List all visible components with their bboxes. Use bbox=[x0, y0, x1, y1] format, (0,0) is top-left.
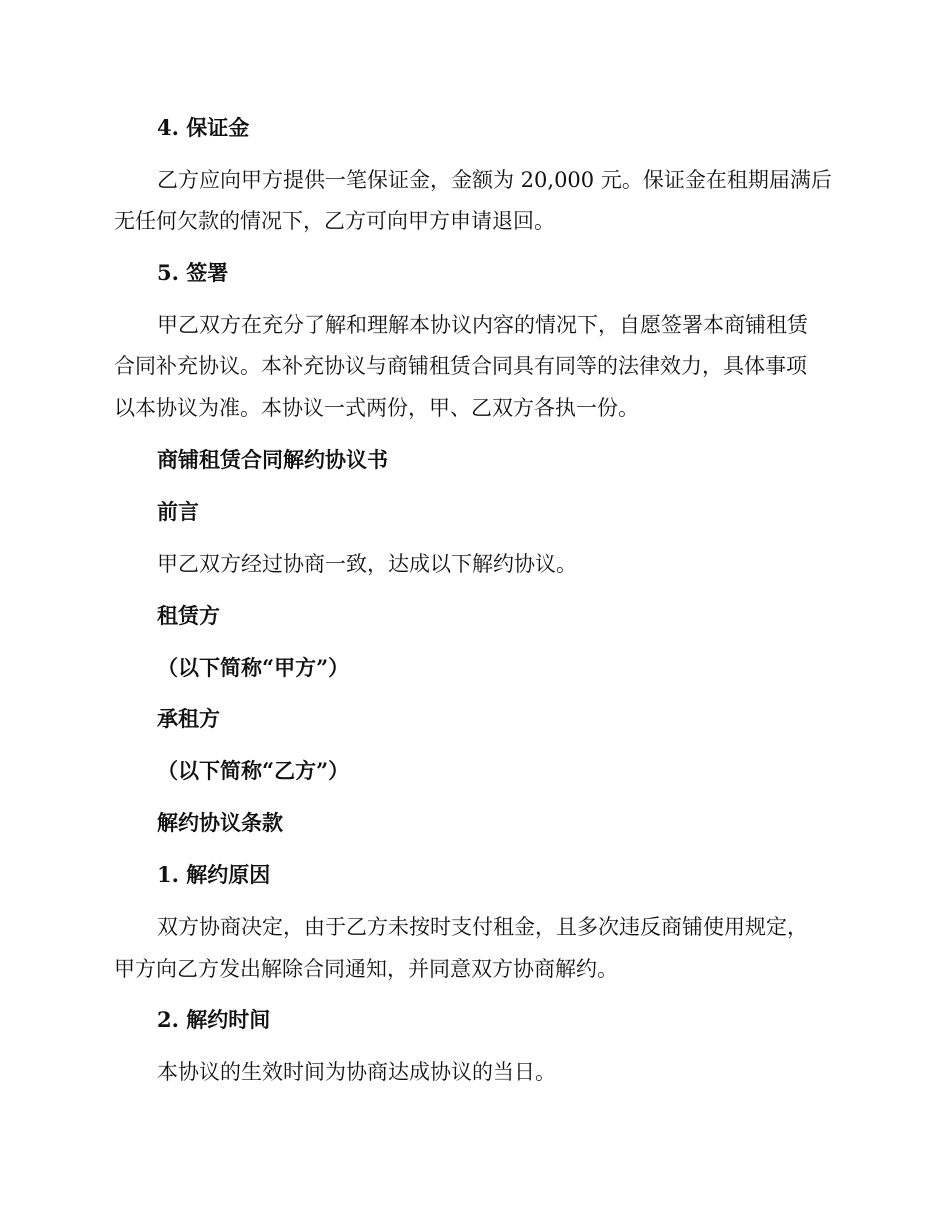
section-5-heading: 5. 签署 bbox=[157, 260, 229, 285]
paragraph-line: 甲方向乙方发出解除合同通知，并同意双方协商解约。 bbox=[114, 957, 618, 981]
preface-heading: 前言 bbox=[157, 499, 199, 524]
paragraph-line: 合同补充协议。本补充协议与商铺租赁合同具有同等的法律效力，具体事项 bbox=[114, 354, 807, 378]
paragraph-line: 双方协商决定，由于乙方未按时支付租金，且多次违反商铺使用规定， bbox=[157, 915, 808, 939]
paragraph-line: 以本协议为准。本协议一式两份，甲、乙双方各执一份。 bbox=[114, 396, 639, 420]
paragraph-line: 本协议的生效时间为协商达成协议的当日。 bbox=[157, 1060, 556, 1084]
paragraph-line: 甲乙双方在充分了解和理解本协议内容的情况下，自愿签署本商铺租赁 bbox=[157, 313, 808, 337]
term-1-heading: 1. 解约原因 bbox=[157, 862, 271, 887]
lessee-note: （以下简称“乙方”） bbox=[157, 758, 350, 783]
paragraph-line: 无任何欠款的情况下，乙方可向甲方申请退回。 bbox=[114, 209, 555, 233]
term-2-heading: 2. 解约时间 bbox=[157, 1007, 271, 1032]
section-4-heading: 4. 保证金 bbox=[157, 115, 250, 140]
document-title: 商铺租赁合同解约协议书 bbox=[157, 447, 388, 472]
lessor-heading: 租赁方 bbox=[157, 603, 220, 628]
lessor-note: （以下简称“甲方”） bbox=[157, 655, 350, 680]
lessee-heading: 承租方 bbox=[157, 706, 220, 731]
paragraph-line: 乙方应向甲方提供一笔保证金，金额为 20,000 元。保证金在租期届满后 bbox=[157, 168, 832, 192]
terms-heading: 解约协议条款 bbox=[157, 810, 283, 835]
paragraph-line: 甲乙双方经过协商一致，达成以下解约协议。 bbox=[157, 552, 577, 576]
